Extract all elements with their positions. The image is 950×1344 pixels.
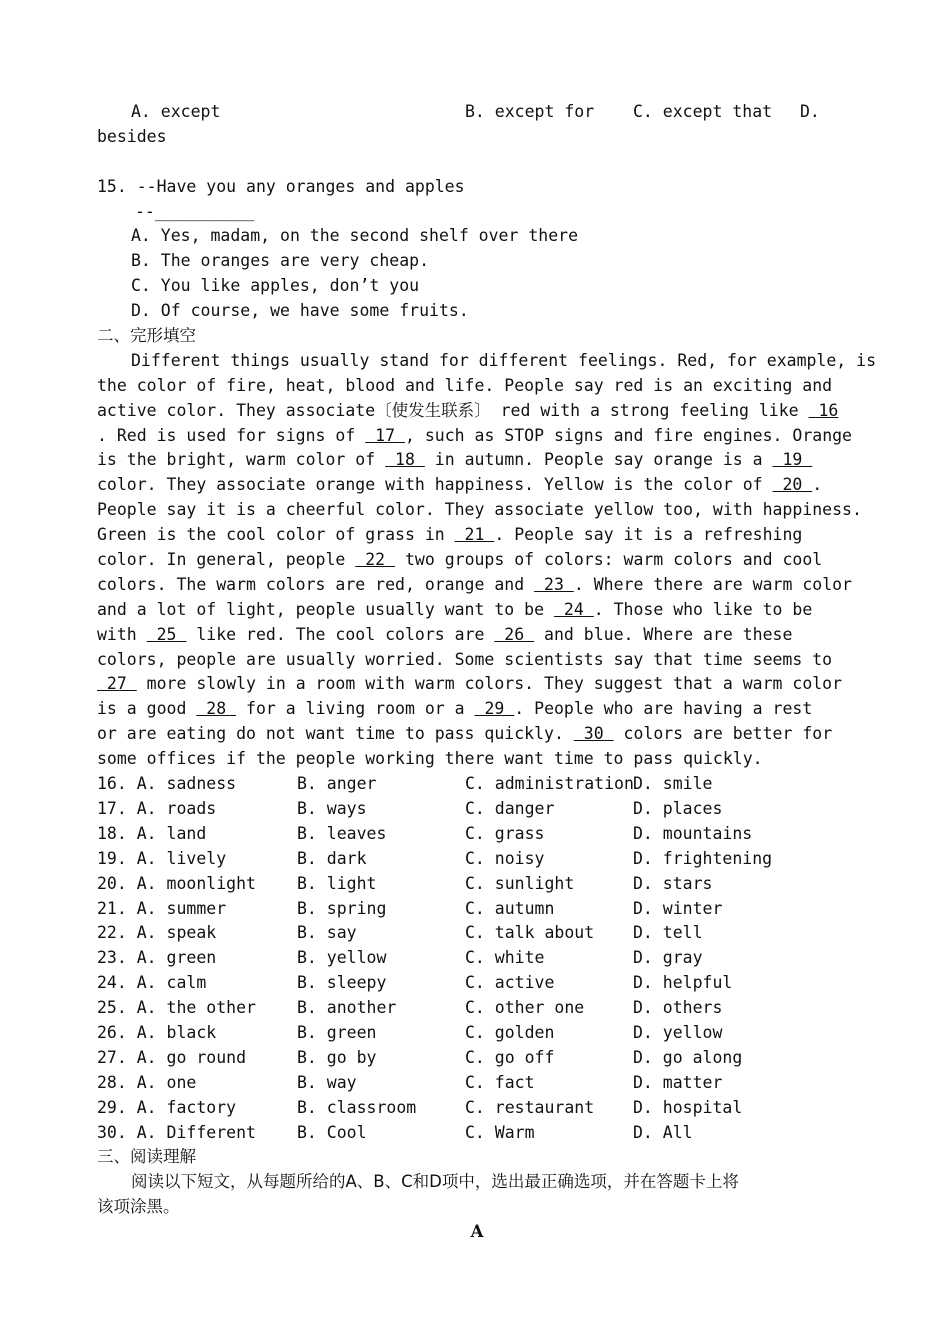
option-b: B. spring [297, 898, 387, 918]
option-row [97, 822, 857, 847]
q14-option-b: B. except for [465, 102, 595, 121]
option-c: C. administration [465, 774, 634, 794]
option-row [97, 772, 857, 797]
option-b: B. green [297, 1022, 377, 1042]
option-d: D. smile [633, 774, 713, 794]
option-d: D. mountains [633, 823, 753, 843]
option-row [97, 996, 857, 1021]
option-a: 28. A. one [97, 1072, 197, 1092]
blank-21: 21 [454, 525, 495, 545]
option-c: C. fact [465, 1072, 535, 1092]
option-b: B. leaves [297, 823, 387, 843]
passage-line: or are eating do not want time to pass quickly. 30 colors are better for [97, 722, 857, 747]
blank-22: 22 [355, 550, 396, 570]
option-a: 22. A. speak [97, 923, 217, 943]
option-row [97, 797, 857, 822]
option-c: C. go off [465, 1047, 555, 1067]
option-b: B. way [297, 1072, 357, 1092]
option-d: D. All [633, 1122, 693, 1142]
option-c: C. white [465, 948, 545, 968]
option-c: C. Warm [465, 1122, 535, 1142]
passage-line: active color. They associate〔使发生联系〕 red with a strong feeling like 16 [97, 399, 857, 424]
q15-option-a: A. Yes, madam, on the second shelf over there [131, 226, 579, 246]
passage-line: colors. The warm colors are red, orange and 23 . Where there are warm color [97, 573, 857, 598]
option-row [97, 872, 857, 897]
q15-stem: 15. --Have you any oranges and apples [97, 176, 465, 196]
section2-title: 二、完形填空 [97, 326, 196, 346]
blank-28: 28 [196, 699, 237, 719]
q14-options [97, 100, 857, 125]
option-d: D. hospital [633, 1097, 743, 1117]
option-a: 27. A. go round [97, 1047, 247, 1067]
passage-line: the color of fire, heat, blood and life. People say red is an exciting and [97, 375, 833, 395]
q14-option-a: A. except [131, 102, 221, 121]
passage-line: Green is the cool color of grass in 21 . People say it is a refreshing [97, 523, 857, 548]
option-b: B. light [297, 873, 377, 893]
spacer [97, 150, 857, 175]
option-b: B. say [297, 923, 357, 943]
blank-24: 24 [553, 599, 594, 619]
option-a: 26. A. black [97, 1022, 217, 1042]
option-b: B. Cool [297, 1122, 367, 1142]
blank-26: 26 [494, 624, 535, 644]
option-b: B. sleepy [297, 973, 387, 993]
passage-line: with 25 like red. The cool colors are 26 and blue. Where are these [97, 623, 857, 648]
blank-30: 30 [573, 724, 614, 744]
option-d: D. helpful [633, 973, 733, 993]
q14-option-d: D. [800, 102, 820, 121]
option-c: C. autumn [465, 898, 555, 918]
option-row [97, 897, 857, 922]
option-b: B. classroom [297, 1097, 417, 1117]
option-d: D. tell [633, 923, 703, 943]
option-b: B. yellow [297, 948, 387, 968]
blank-27: 27 [97, 674, 137, 694]
option-row [97, 921, 857, 946]
option-a: 23. A. green [97, 948, 217, 968]
option-row [97, 1096, 857, 1121]
q15-option-b: B. The oranges are very cheap. [131, 251, 430, 271]
option-row [97, 1046, 857, 1071]
passage-line: . Red is used for signs of 17 , such as STOP signs and fire engines. Orange [97, 424, 857, 449]
option-a: 16. A. sadness [97, 774, 237, 794]
passage-line: is the bright, warm color of 18 in autumn. People say orange is a 19 [97, 448, 857, 473]
option-b: B. anger [297, 774, 377, 794]
option-b: B. another [297, 998, 397, 1018]
option-c: C. sunlight [465, 873, 575, 893]
passage-line: color. In general, people 22 two groups of colors: warm colors and cool [97, 548, 857, 573]
option-d: D. frightening [633, 848, 773, 868]
option-a: 30. A. Different [97, 1122, 256, 1142]
blank-23: 23 [534, 574, 574, 594]
option-a: 19. A. lively [97, 848, 227, 868]
option-b: B. go by [297, 1047, 377, 1067]
option-d: D. stars [633, 873, 713, 893]
passage-line: color. They associate orange with happiness. Yellow is the color of 20 . [97, 473, 857, 498]
option-a: 25. A. the other [97, 998, 256, 1018]
option-row [97, 1021, 857, 1046]
option-row [97, 946, 857, 971]
option-d: D. go along [633, 1047, 743, 1067]
q14-option-d-cont: besides [97, 126, 167, 146]
blank-17: 17 [365, 425, 405, 445]
option-d: D. gray [633, 948, 703, 968]
option-row [97, 971, 857, 996]
option-c: C. grass [465, 823, 545, 843]
option-row [97, 847, 857, 872]
blank-18: 18 [385, 450, 425, 470]
option-a: 18. A. land [97, 823, 207, 843]
blank-29: 29 [474, 699, 515, 719]
option-row [97, 1071, 857, 1096]
option-c: C. danger [465, 798, 555, 818]
blank-19: 19 [772, 450, 813, 470]
option-a: 20. A. moonlight [97, 873, 256, 893]
option-d: D. winter [633, 898, 723, 918]
option-a: 29. A. factory [97, 1097, 237, 1117]
passage-line: 27 more slowly in a room with warm colors. They suggest that a warm color [97, 672, 857, 697]
passage-line: and a lot of light, people usually want to be 24 . Those who like to be [97, 598, 857, 623]
blank-25: 25 [146, 624, 187, 644]
option-b: B. dark [297, 848, 367, 868]
section3-instructions: 阅读以下短文，从每题所给的A、B、C和D项中，选出最正确选项，并在答题卡上将 [131, 1172, 739, 1192]
option-row [97, 1121, 857, 1146]
option-d: D. yellow [633, 1022, 723, 1042]
option-c: C. other one [465, 998, 585, 1018]
section3-title: 三、阅读理解 [97, 1147, 196, 1167]
option-c: C. talk about [465, 923, 595, 943]
q15-option-d: D. Of course, we have some fruits. [131, 301, 469, 321]
option-d: D. matter [633, 1072, 723, 1092]
exam-page [97, 100, 877, 1245]
section3-instructions-cont: 该项涂黑。 [97, 1197, 180, 1217]
option-c: C. noisy [465, 848, 545, 868]
option-d: D. places [633, 798, 723, 818]
cloze-options [97, 772, 857, 1145]
blank-16: 16 [808, 400, 839, 420]
passage-line: is a good 28 for a living room or a 29 . People who are having a rest [97, 697, 857, 722]
option-d: D. others [633, 998, 723, 1018]
passage-line: People say it is a cheerful color. They associate yellow too, with happiness. [97, 500, 862, 520]
passage-a-label: A [470, 1222, 484, 1242]
q14-option-c: C. except that [633, 102, 773, 121]
option-c: C. restaurant [465, 1097, 595, 1117]
blank-20: 20 [772, 475, 813, 495]
q15-option-c: C. You like apples, don’t you [131, 276, 420, 296]
option-a: 17. A. roads [97, 798, 217, 818]
option-c: C. golden [465, 1022, 555, 1042]
passage-line: Different things usually stand for different feelings. Red, for example, is [131, 350, 877, 370]
option-b: B. ways [297, 798, 367, 818]
option-c: C. active [465, 973, 555, 993]
q15-answer-line: --__________ [135, 201, 255, 221]
option-a: 21. A. summer [97, 898, 227, 918]
passage-line: some offices if the people working there want time to pass quickly. [97, 749, 763, 769]
option-a: 24. A. calm [97, 973, 207, 993]
passage-line: colors, people are usually worried. Some scientists say that time seems to [97, 649, 833, 669]
